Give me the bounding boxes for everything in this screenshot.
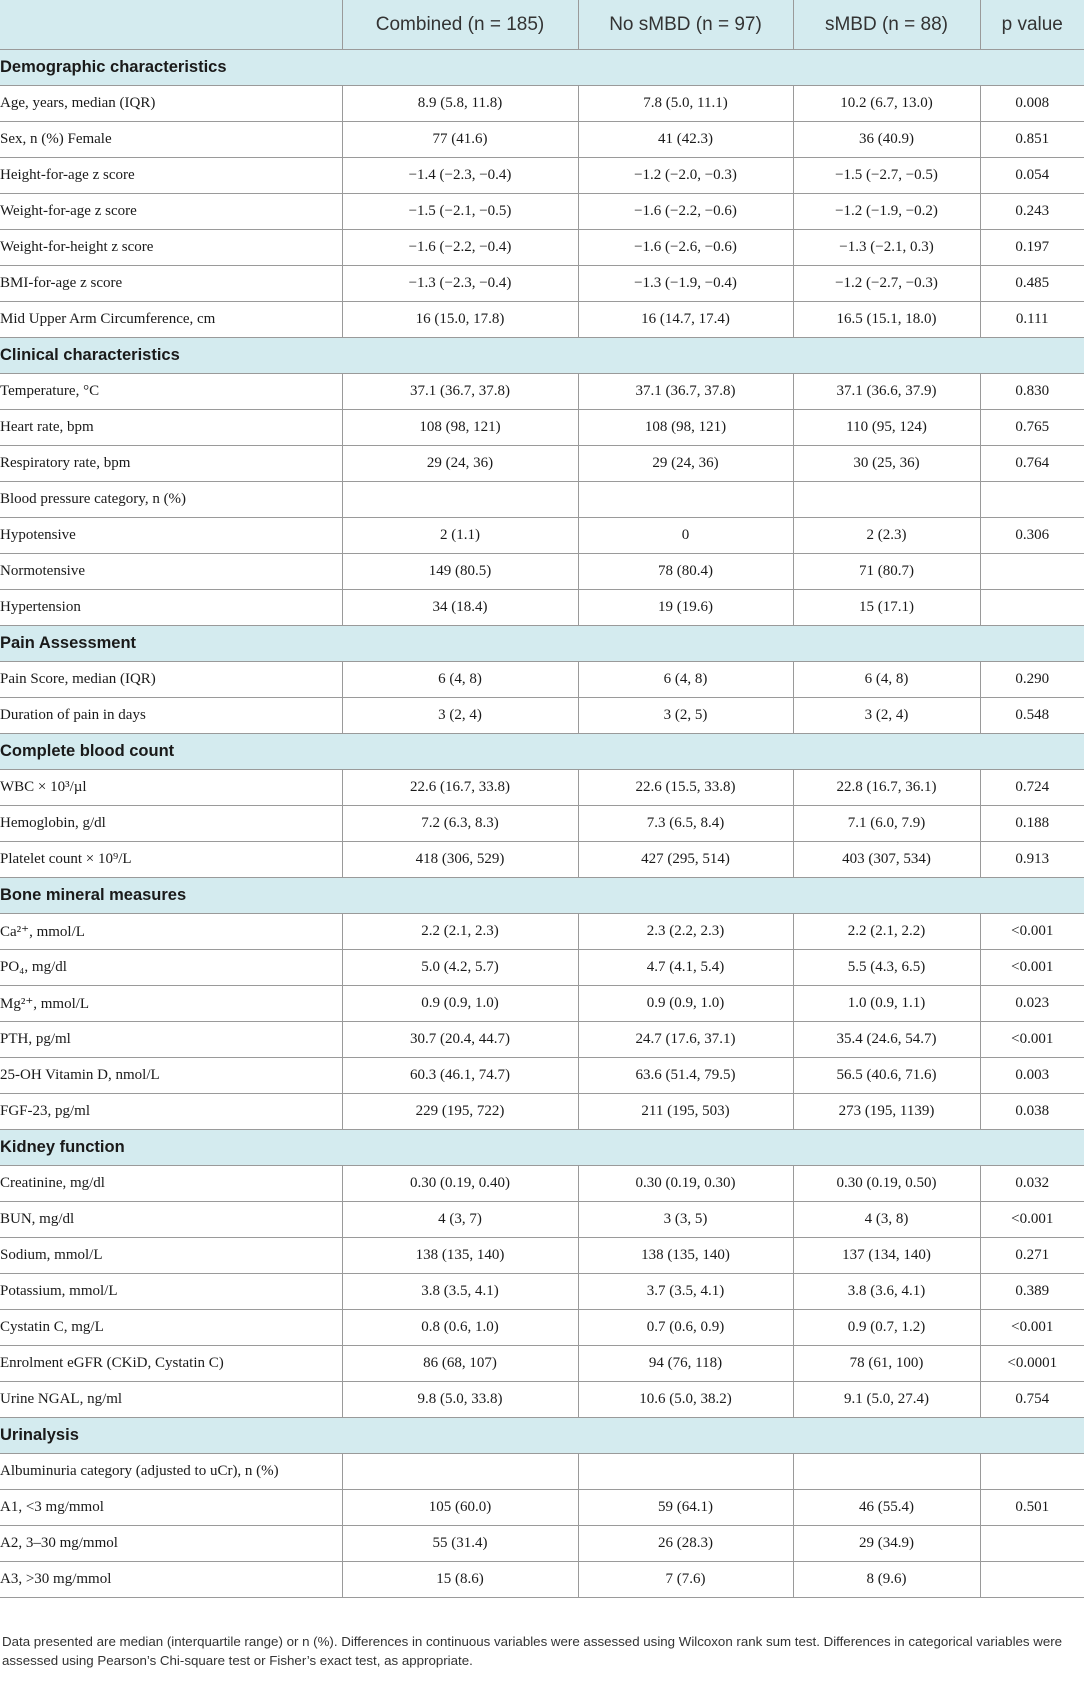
cell-smbd: −1.3 (−2.1, 0.3) — [793, 230, 980, 266]
row-label: Respiratory rate, bpm — [0, 446, 342, 482]
table-row — [0, 950, 1084, 986]
cell-combined: 0.9 (0.9, 1.0) — [342, 986, 578, 1022]
row-label: Weight-for-height z score — [0, 230, 342, 266]
cell-combined: 86 (68, 107) — [342, 1346, 578, 1382]
row-label: Mg²⁺, mmol/L — [0, 986, 342, 1022]
header-no-smbd: No sMBD (n = 97) — [578, 0, 793, 50]
cell-smbd: 56.5 (40.6, 71.6) — [793, 1058, 980, 1094]
cell-p-value: 0.501 — [980, 1490, 1084, 1526]
table-row — [0, 1022, 1084, 1058]
cell-smbd: 9.1 (5.0, 27.4) — [793, 1382, 980, 1418]
cell-smbd: 403 (307, 534) — [793, 842, 980, 878]
table-row — [0, 1562, 1084, 1598]
table-row — [0, 1274, 1084, 1310]
table-row — [0, 1166, 1084, 1202]
cell-combined: 2 (1.1) — [342, 518, 578, 554]
table-row — [0, 770, 1084, 806]
cell-combined: −1.6 (−2.2, −0.4) — [342, 230, 578, 266]
cell-combined: 0.30 (0.19, 0.40) — [342, 1166, 578, 1202]
table-row — [0, 986, 1084, 1022]
cell-smbd: 5.5 (4.3, 6.5) — [793, 950, 980, 986]
cell-p-value — [980, 1454, 1084, 1490]
cell-no-smbd: 3 (2, 5) — [578, 698, 793, 734]
cell-no-smbd: 138 (135, 140) — [578, 1238, 793, 1274]
cell-combined: 0.8 (0.6, 1.0) — [342, 1310, 578, 1346]
cell-p-value — [980, 590, 1084, 626]
cell-p-value: <0.001 — [980, 1310, 1084, 1346]
cell-no-smbd: 0 — [578, 518, 793, 554]
cell-smbd: 0.30 (0.19, 0.50) — [793, 1166, 980, 1202]
cell-no-smbd: 3.7 (3.5, 4.1) — [578, 1274, 793, 1310]
cell-no-smbd: 4.7 (4.1, 5.4) — [578, 950, 793, 986]
cell-p-value: 0.243 — [980, 194, 1084, 230]
cell-no-smbd: 22.6 (15.5, 33.8) — [578, 770, 793, 806]
table-body — [0, 50, 1084, 1598]
cell-combined: 60.3 (46.1, 74.7) — [342, 1058, 578, 1094]
cell-no-smbd: 0.7 (0.6, 0.9) — [578, 1310, 793, 1346]
row-label: Age, years, median (IQR) — [0, 86, 342, 122]
cell-p-value: 0.003 — [980, 1058, 1084, 1094]
cell-no-smbd: 7.8 (5.0, 11.1) — [578, 86, 793, 122]
cell-p-value: 0.271 — [980, 1238, 1084, 1274]
cell-p-value: <0.001 — [980, 914, 1084, 950]
row-label: PTH, pg/ml — [0, 1022, 342, 1058]
table-row — [0, 698, 1084, 734]
table-row — [0, 1490, 1084, 1526]
table-row — [0, 590, 1084, 626]
cell-combined: 418 (306, 529) — [342, 842, 578, 878]
row-label: Temperature, °C — [0, 374, 342, 410]
row-label: Mid Upper Arm Circumference, cm — [0, 302, 342, 338]
cell-p-value: 0.290 — [980, 662, 1084, 698]
cell-no-smbd: 3 (3, 5) — [578, 1202, 793, 1238]
table-row — [0, 1526, 1084, 1562]
cell-combined: −1.3 (−2.3, −0.4) — [342, 266, 578, 302]
cell-no-smbd: 6 (4, 8) — [578, 662, 793, 698]
cell-no-smbd: 29 (24, 36) — [578, 446, 793, 482]
cell-no-smbd: 10.6 (5.0, 38.2) — [578, 1382, 793, 1418]
cell-no-smbd: 2.3 (2.2, 2.3) — [578, 914, 793, 950]
cell-no-smbd: −1.2 (−2.0, −0.3) — [578, 158, 793, 194]
cell-combined: 7.2 (6.3, 8.3) — [342, 806, 578, 842]
cell-p-value: 0.724 — [980, 770, 1084, 806]
cell-p-value: 0.754 — [980, 1382, 1084, 1418]
table-row — [0, 1382, 1084, 1418]
cell-combined: 5.0 (4.2, 5.7) — [342, 950, 578, 986]
table-row — [0, 1454, 1084, 1490]
row-label: Platelet count × 10⁹/L — [0, 842, 342, 878]
row-label: WBC × 10³/µl — [0, 770, 342, 806]
cell-smbd: 3 (2, 4) — [793, 698, 980, 734]
cell-p-value: 0.830 — [980, 374, 1084, 410]
row-label: A1, <3 mg/mmol — [0, 1490, 342, 1526]
cell-smbd: 8 (9.6) — [793, 1562, 980, 1598]
cell-combined: 4 (3, 7) — [342, 1202, 578, 1238]
cell-combined: 16 (15.0, 17.8) — [342, 302, 578, 338]
row-label: BMI-for-age z score — [0, 266, 342, 302]
cell-p-value: <0.001 — [980, 950, 1084, 986]
row-label: Sex, n (%) Female — [0, 122, 342, 158]
row-label: Duration of pain in days — [0, 698, 342, 734]
cell-smbd: 16.5 (15.1, 18.0) — [793, 302, 980, 338]
cell-no-smbd: 37.1 (36.7, 37.8) — [578, 374, 793, 410]
table-row — [0, 1094, 1084, 1130]
row-label: 25-OH Vitamin D, nmol/L — [0, 1058, 342, 1094]
table-row — [0, 266, 1084, 302]
cell-combined: 37.1 (36.7, 37.8) — [342, 374, 578, 410]
cell-combined: 2.2 (2.1, 2.3) — [342, 914, 578, 950]
cell-p-value: <0.001 — [980, 1022, 1084, 1058]
cell-smbd: 36 (40.9) — [793, 122, 980, 158]
cell-p-value: 0.765 — [980, 410, 1084, 446]
cell-smbd: −1.2 (−1.9, −0.2) — [793, 194, 980, 230]
cell-combined: 3 (2, 4) — [342, 698, 578, 734]
cell-p-value: 0.008 — [980, 86, 1084, 122]
table-row — [0, 302, 1084, 338]
cell-no-smbd: 7 (7.6) — [578, 1562, 793, 1598]
section-title: Kidney function — [0, 1130, 1084, 1166]
table-row — [0, 842, 1084, 878]
cell-no-smbd: 19 (19.6) — [578, 590, 793, 626]
row-label: Hypertension — [0, 590, 342, 626]
row-label: Enrolment eGFR (CKiD, Cystatin C) — [0, 1346, 342, 1382]
table-row — [0, 1202, 1084, 1238]
cell-combined: 6 (4, 8) — [342, 662, 578, 698]
cell-no-smbd: 63.6 (51.4, 79.5) — [578, 1058, 793, 1094]
cell-p-value: <0.0001 — [980, 1346, 1084, 1382]
cell-p-value: 0.188 — [980, 806, 1084, 842]
section-title: Pain Assessment — [0, 626, 1084, 662]
cell-smbd: 110 (95, 124) — [793, 410, 980, 446]
table-row — [0, 1058, 1084, 1094]
cell-smbd: 0.9 (0.7, 1.2) — [793, 1310, 980, 1346]
cell-p-value: 0.548 — [980, 698, 1084, 734]
cell-smbd: 78 (61, 100) — [793, 1346, 980, 1382]
cell-no-smbd: −1.6 (−2.6, −0.6) — [578, 230, 793, 266]
table-row — [0, 230, 1084, 266]
cell-no-smbd: −1.3 (−1.9, −0.4) — [578, 266, 793, 302]
table-row — [0, 1238, 1084, 1274]
table-row — [0, 122, 1084, 158]
cell-smbd: 2 (2.3) — [793, 518, 980, 554]
cell-p-value: 0.038 — [980, 1094, 1084, 1130]
cell-no-smbd: 26 (28.3) — [578, 1526, 793, 1562]
cell-p-value — [980, 554, 1084, 590]
cell-combined: 22.6 (16.7, 33.8) — [342, 770, 578, 806]
section-title: Clinical characteristics — [0, 338, 1084, 374]
cell-smbd: 2.2 (2.1, 2.2) — [793, 914, 980, 950]
cell-combined — [342, 482, 578, 518]
table-row — [0, 482, 1084, 518]
section-header-row — [0, 50, 1084, 86]
cell-smbd: 4 (3, 8) — [793, 1202, 980, 1238]
cell-combined: 3.8 (3.5, 4.1) — [342, 1274, 578, 1310]
table-row — [0, 374, 1084, 410]
cell-combined — [342, 1454, 578, 1490]
table-row — [0, 86, 1084, 122]
cell-smbd: 71 (80.7) — [793, 554, 980, 590]
table-row — [0, 518, 1084, 554]
cell-combined: 138 (135, 140) — [342, 1238, 578, 1274]
section-header-row — [0, 734, 1084, 770]
cell-p-value: <0.001 — [980, 1202, 1084, 1238]
cell-no-smbd: 211 (195, 503) — [578, 1094, 793, 1130]
cell-no-smbd: 0.9 (0.9, 1.0) — [578, 986, 793, 1022]
cell-smbd: 37.1 (36.6, 37.9) — [793, 374, 980, 410]
cell-combined: 108 (98, 121) — [342, 410, 578, 446]
cell-p-value: 0.851 — [980, 122, 1084, 158]
cell-p-value: 0.054 — [980, 158, 1084, 194]
header-combined: Combined (n = 185) — [342, 0, 578, 50]
cell-no-smbd: 427 (295, 514) — [578, 842, 793, 878]
cell-combined: 77 (41.6) — [342, 122, 578, 158]
row-label: A2, 3–30 mg/mmol — [0, 1526, 342, 1562]
header-label-column — [0, 0, 342, 50]
section-header-row — [0, 338, 1084, 374]
row-label: Blood pressure category, n (%) — [0, 482, 342, 518]
row-label: PO₄, mg/dl — [0, 950, 342, 986]
table-row — [0, 1346, 1084, 1382]
row-label: Normotensive — [0, 554, 342, 590]
cell-smbd: 273 (195, 1139) — [793, 1094, 980, 1130]
cell-smbd: −1.2 (−2.7, −0.3) — [793, 266, 980, 302]
row-label: Pain Score, median (IQR) — [0, 662, 342, 698]
row-label: Heart rate, bpm — [0, 410, 342, 446]
table-row — [0, 806, 1084, 842]
header-row — [0, 0, 1084, 50]
row-label: Hemoglobin, g/dl — [0, 806, 342, 842]
row-label: Cystatin C, mg/L — [0, 1310, 342, 1346]
table-footnote: Data presented are median (interquartile range) or n (%). Differences in continuous variables were assessed using Wilcoxon rank sum test. Differences in categorical variables were assessed using Pearson’s Chi-square test or Fisher’s exact test, as appropriate. — [2, 1634, 1063, 1668]
cell-smbd: 1.0 (0.9, 1.1) — [793, 986, 980, 1022]
cell-p-value: 0.023 — [980, 986, 1084, 1022]
table-row — [0, 158, 1084, 194]
table-row — [0, 446, 1084, 482]
cell-smbd: 15 (17.1) — [793, 590, 980, 626]
cell-no-smbd: 0.30 (0.19, 0.30) — [578, 1166, 793, 1202]
table-row — [0, 1310, 1084, 1346]
row-label: Albuminuria category (adjusted to uCr), n (%) — [0, 1454, 342, 1490]
cell-p-value: 0.485 — [980, 266, 1084, 302]
cell-smbd: 29 (34.9) — [793, 1526, 980, 1562]
table-row — [0, 554, 1084, 590]
row-label: Height-for-age z score — [0, 158, 342, 194]
cell-smbd — [793, 1454, 980, 1490]
cell-combined: 149 (80.5) — [342, 554, 578, 590]
cell-p-value: 0.913 — [980, 842, 1084, 878]
cell-smbd: 7.1 (6.0, 7.9) — [793, 806, 980, 842]
section-title: Urinalysis — [0, 1418, 1084, 1454]
section-header-row — [0, 626, 1084, 662]
cell-smbd: 22.8 (16.7, 36.1) — [793, 770, 980, 806]
cell-combined: −1.4 (−2.3, −0.4) — [342, 158, 578, 194]
cell-combined: 8.9 (5.8, 11.8) — [342, 86, 578, 122]
row-label: Urine NGAL, ng/ml — [0, 1382, 342, 1418]
section-title: Demographic characteristics — [0, 50, 1084, 86]
cell-p-value: 0.389 — [980, 1274, 1084, 1310]
cell-p-value: 0.111 — [980, 302, 1084, 338]
cell-smbd: 46 (55.4) — [793, 1490, 980, 1526]
row-label: Ca²⁺, mmol/L — [0, 914, 342, 950]
cell-p-value — [980, 482, 1084, 518]
header-smbd: sMBD (n = 88) — [793, 0, 980, 50]
cell-combined: 105 (60.0) — [342, 1490, 578, 1526]
cell-p-value — [980, 1526, 1084, 1562]
cell-combined: 15 (8.6) — [342, 1562, 578, 1598]
cell-smbd: −1.5 (−2.7, −0.5) — [793, 158, 980, 194]
row-label: BUN, mg/dl — [0, 1202, 342, 1238]
cell-p-value — [980, 1562, 1084, 1598]
row-label: Creatinine, mg/dl — [0, 1166, 342, 1202]
table-row — [0, 194, 1084, 230]
cell-no-smbd — [578, 1454, 793, 1490]
cell-no-smbd: 7.3 (6.5, 8.4) — [578, 806, 793, 842]
cell-combined: 29 (24, 36) — [342, 446, 578, 482]
row-label: FGF-23, pg/ml — [0, 1094, 342, 1130]
row-label: Potassium, mmol/L — [0, 1274, 342, 1310]
table-row — [0, 662, 1084, 698]
cell-no-smbd: 41 (42.3) — [578, 122, 793, 158]
cell-no-smbd: 59 (64.1) — [578, 1490, 793, 1526]
cell-smbd — [793, 482, 980, 518]
cell-p-value: 0.306 — [980, 518, 1084, 554]
cell-smbd: 35.4 (24.6, 54.7) — [793, 1022, 980, 1058]
cell-no-smbd: 78 (80.4) — [578, 554, 793, 590]
table-row — [0, 914, 1084, 950]
cell-smbd: 3.8 (3.6, 4.1) — [793, 1274, 980, 1310]
cell-p-value: 0.764 — [980, 446, 1084, 482]
cell-smbd: 10.2 (6.7, 13.0) — [793, 86, 980, 122]
header-p-value: p value — [980, 0, 1084, 50]
cell-combined: 55 (31.4) — [342, 1526, 578, 1562]
cell-no-smbd: 16 (14.7, 17.4) — [578, 302, 793, 338]
cell-combined: −1.5 (−2.1, −0.5) — [342, 194, 578, 230]
row-label: Hypotensive — [0, 518, 342, 554]
cell-no-smbd: 108 (98, 121) — [578, 410, 793, 446]
section-title: Bone mineral measures — [0, 878, 1084, 914]
section-header-row — [0, 1130, 1084, 1166]
cell-no-smbd: 94 (76, 118) — [578, 1346, 793, 1382]
row-label: A3, >30 mg/mmol — [0, 1562, 342, 1598]
cell-no-smbd: −1.6 (−2.2, −0.6) — [578, 194, 793, 230]
section-title: Complete blood count — [0, 734, 1084, 770]
cell-combined: 9.8 (5.0, 33.8) — [342, 1382, 578, 1418]
row-label: Weight-for-age z score — [0, 194, 342, 230]
cell-smbd: 30 (25, 36) — [793, 446, 980, 482]
cell-combined: 34 (18.4) — [342, 590, 578, 626]
cell-combined: 229 (195, 722) — [342, 1094, 578, 1130]
cell-smbd: 137 (134, 140) — [793, 1238, 980, 1274]
cell-no-smbd: 24.7 (17.6, 37.1) — [578, 1022, 793, 1058]
section-header-row — [0, 1418, 1084, 1454]
cell-no-smbd — [578, 482, 793, 518]
row-label: Sodium, mmol/L — [0, 1238, 342, 1274]
section-header-row — [0, 878, 1084, 914]
cell-p-value: 0.032 — [980, 1166, 1084, 1202]
cell-combined: 30.7 (20.4, 44.7) — [342, 1022, 578, 1058]
cell-p-value: 0.197 — [980, 230, 1084, 266]
table-row — [0, 410, 1084, 446]
cell-smbd: 6 (4, 8) — [793, 662, 980, 698]
